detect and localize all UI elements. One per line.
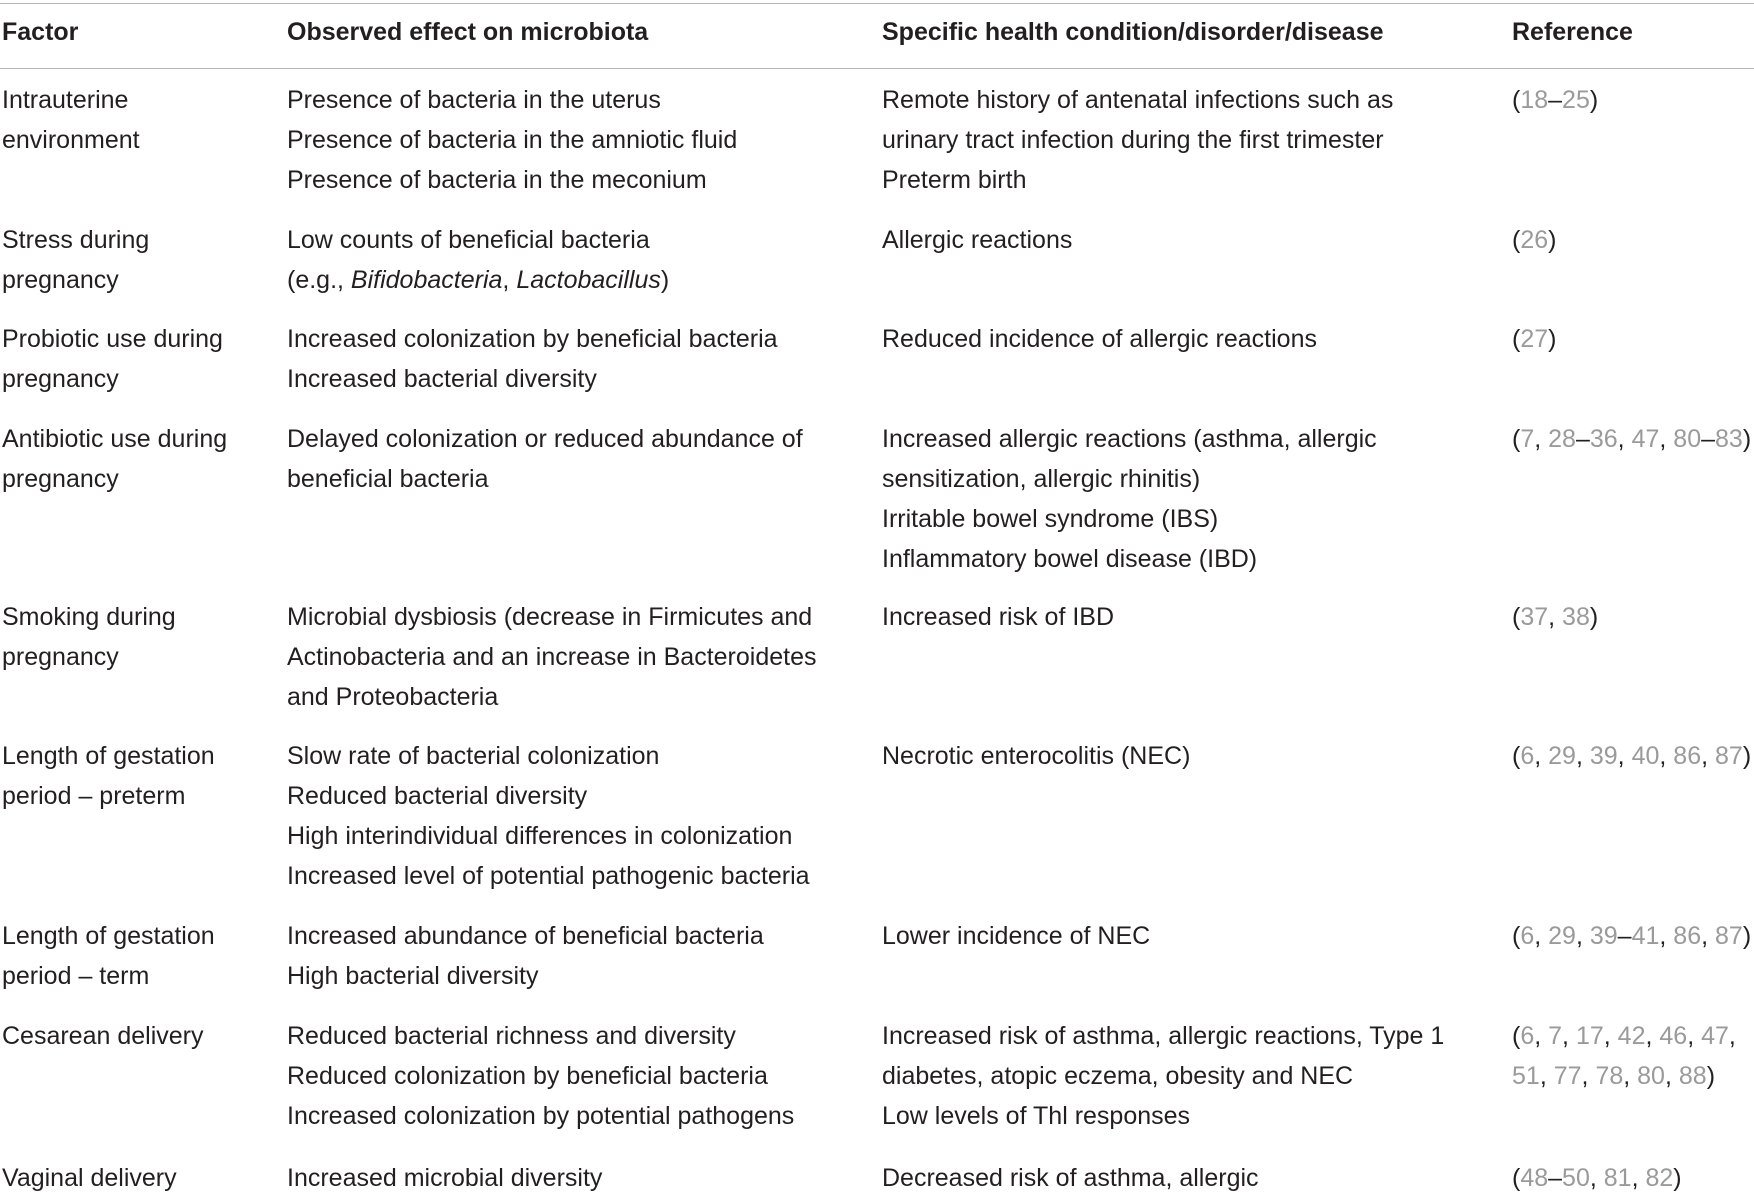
reference-cell (1512, 736, 1751, 776)
reference-line (1512, 916, 1751, 956)
reference-number: 29 (1548, 742, 1576, 770)
reference-number: 51 (1512, 1062, 1540, 1090)
reference-punctuation: – (1548, 1164, 1563, 1192)
effect-cell: Increased colonization by beneficial bacteria Increased bacterial diversity (287, 325, 778, 393)
condition-cell: Necrotic enterocolitis (NEC) (882, 742, 1191, 770)
factor-cell: Stress during pregnancy (2, 226, 150, 294)
reference-number: 88 (1678, 1062, 1707, 1090)
reference-number: 28 (1548, 425, 1576, 453)
reference-punctuation: , (1562, 1022, 1576, 1050)
reference-line (1512, 419, 1751, 459)
reference-number: 47 (1701, 1022, 1729, 1050)
condition-cell: Increased risk of asthma, allergic reactions, Type 1 diabetes, atopic eczema, obesity and NEC Low levels of Thl responses (882, 1022, 1445, 1130)
reference-cell (1512, 419, 1751, 459)
reference-number: 18 (1520, 86, 1549, 114)
reference-punctuation: , (1659, 742, 1674, 770)
reference-punctuation: ( (1512, 742, 1521, 770)
reference-number: 87 (1715, 742, 1743, 770)
reference-line (1512, 319, 1556, 359)
reference-number: 82 (1645, 1164, 1674, 1192)
reference-number: 47 (1631, 425, 1660, 453)
reference-punctuation: , (1631, 1164, 1646, 1192)
effect-cell: Increased abundance of beneficial bacteria High bacterial diversity (287, 922, 764, 990)
reference-cell (1512, 80, 1598, 120)
reference-punctuation: ( (1512, 226, 1521, 254)
reference-number: 6 (1520, 922, 1535, 950)
reference-punctuation: , (1534, 742, 1549, 770)
table-top-rule (0, 3, 1754, 4)
reference-punctuation: – (1701, 425, 1716, 453)
reference-punctuation: , (1623, 1062, 1638, 1090)
reference-number: 86 (1673, 742, 1702, 770)
reference-number: 86 (1673, 922, 1702, 950)
condition-cell: Increased risk of IBD (882, 603, 1115, 631)
reference-punctuation: , (1603, 1022, 1618, 1050)
reference-number: 25 (1562, 86, 1590, 114)
reference-punctuation: , (1575, 922, 1590, 950)
reference-number: 7 (1548, 1022, 1563, 1050)
factor-cell: Length of gestation period – preterm (2, 742, 215, 810)
reference-number: 39 (1589, 742, 1618, 770)
reference-line (1512, 80, 1598, 120)
reference-punctuation: ) (1589, 603, 1599, 631)
factor-cell: Antibiotic use during pregnancy (2, 425, 228, 493)
reference-punctuation: , (1617, 425, 1632, 453)
reference-punctuation: ) (1706, 1062, 1716, 1090)
reference-punctuation: , (1534, 1022, 1549, 1050)
reference-cell (1512, 597, 1598, 637)
reference-number: 37 (1520, 603, 1549, 631)
condition-cell: Increased allergic reactions (asthma, allergic sensitization, allergic rhinitis) Irritable bowel syndrome (IBS) Inflammatory bowel disease (IBD) (882, 425, 1377, 573)
reference-punctuation: , (1659, 425, 1674, 453)
reference-punctuation: ( (1512, 1164, 1521, 1192)
condition-cell: Lower incidence of NEC (882, 922, 1151, 950)
reference-punctuation: ( (1512, 1022, 1521, 1050)
reference-punctuation: ) (1673, 1164, 1682, 1192)
condition-cell: Remote history of antenatal infections such as urinary tract infection during the first trimester Preterm birth (882, 86, 1394, 194)
reference-line (1512, 597, 1598, 637)
reference-punctuation: ( (1512, 425, 1521, 453)
condition-cell: Reduced incidence of allergic reactions (882, 325, 1317, 353)
reference-punctuation: , (1659, 922, 1674, 950)
reference-number: 40 (1631, 742, 1660, 770)
factor-cell: Intrauterine environment (2, 86, 140, 154)
reference-number: 41 (1631, 922, 1660, 950)
reference-punctuation: ( (1512, 325, 1521, 353)
factor-cell: Probiotic use during pregnancy (2, 325, 223, 393)
reference-punctuation: , (1617, 742, 1632, 770)
reference-punctuation: , (1539, 1062, 1554, 1090)
reference-number: 48 (1520, 1164, 1549, 1192)
reference-punctuation: , (1664, 1062, 1679, 1090)
reference-punctuation: , (1728, 1022, 1736, 1050)
reference-number: 39 (1589, 922, 1618, 950)
condition-cell: Allergic reactions (882, 226, 1073, 254)
reference-number: 46 (1659, 1022, 1688, 1050)
factor-cell: Length of gestation period – term (2, 922, 215, 990)
header-bottom-rule (0, 68, 1754, 69)
reference-punctuation: ) (1548, 226, 1557, 254)
reference-number: 6 (1520, 742, 1535, 770)
reference-number: 83 (1715, 425, 1743, 453)
reference-number: 17 (1575, 1022, 1604, 1050)
factor-cell: Cesarean delivery (2, 1022, 204, 1050)
reference-punctuation: ) (1742, 922, 1752, 950)
header-reference: Reference (1512, 18, 1633, 46)
reference-cell (1512, 220, 1556, 260)
effect-cell: Low counts of beneficial bacteria (e.g., Bifidobacteria, Lactobacillus) (287, 226, 670, 294)
reference-punctuation: , (1534, 425, 1549, 453)
reference-line (1512, 1056, 1736, 1096)
reference-number: 81 (1603, 1164, 1632, 1192)
reference-punctuation: , (1701, 742, 1716, 770)
factor-cell: Vaginal delivery (2, 1164, 177, 1192)
effect-cell: Presence of bacteria in the uterus Presence of bacteria in the amniotic fluid Presence of bacteria in the meconium (287, 86, 738, 194)
effect-cell: Delayed colonization or reduced abundance of beneficial bacteria (287, 425, 803, 493)
header-health-condition: Specific health condition/disorder/disease (882, 18, 1384, 46)
reference-cell (1512, 319, 1556, 359)
reference-punctuation: ) (1548, 325, 1557, 353)
reference-cell (1512, 916, 1751, 956)
reference-number: 87 (1715, 922, 1743, 950)
reference-line (1512, 1016, 1736, 1056)
reference-cell (1512, 1016, 1736, 1096)
reference-number: 38 (1562, 603, 1590, 631)
reference-number: 42 (1617, 1022, 1646, 1050)
reference-punctuation: , (1581, 1062, 1596, 1090)
header-observed-effect: Observed effect on microbiota (287, 18, 649, 46)
reference-punctuation: ( (1512, 86, 1521, 114)
condition-cell: Decreased risk of asthma, allergic (882, 1164, 1259, 1192)
reference-number: 6 (1520, 1022, 1535, 1050)
reference-number: 27 (1520, 325, 1549, 353)
reference-punctuation: – (1617, 922, 1632, 950)
reference-punctuation: ( (1512, 922, 1521, 950)
reference-line (1512, 220, 1556, 260)
reference-number: 7 (1520, 425, 1535, 453)
reference-number: 80 (1637, 1062, 1665, 1090)
header-factor: Factor (2, 18, 79, 46)
effect-cell: Slow rate of bacterial colonization Reduced bacterial diversity High interindividual differences in colonization Increased level of potential pathogenic bacteria (287, 742, 810, 890)
reference-line (1512, 736, 1751, 776)
effect-cell: Increased microbial diversity (287, 1164, 603, 1192)
factor-cell: Smoking during pregnancy (2, 603, 176, 671)
reference-number: 26 (1520, 226, 1549, 254)
reference-punctuation: , (1687, 1022, 1702, 1050)
reference-punctuation: – (1575, 425, 1590, 453)
reference-number: 78 (1595, 1062, 1624, 1090)
reference-number: 50 (1562, 1164, 1590, 1192)
reference-punctuation: , (1548, 603, 1563, 631)
reference-number: 77 (1553, 1062, 1582, 1090)
effect-cell: Microbial dysbiosis (decrease in Firmicutes and Actinobacteria and an increase in Bacteroidetes and Proteobacteria (287, 603, 817, 711)
reference-punctuation: ) (1742, 425, 1752, 453)
effect-cell: Reduced bacterial richness and diversity Reduced colonization by beneficial bacteria Increased colonization by potential pathogens (287, 1022, 795, 1130)
reference-cell (1512, 1158, 1682, 1192)
reference-number: 36 (1589, 425, 1618, 453)
reference-line (1512, 1158, 1682, 1192)
reference-punctuation: , (1645, 1022, 1660, 1050)
reference-punctuation: – (1548, 86, 1563, 114)
reference-number: 29 (1548, 922, 1576, 950)
reference-punctuation: ) (1742, 742, 1752, 770)
reference-punctuation: , (1589, 1164, 1604, 1192)
reference-number: 80 (1673, 425, 1702, 453)
reference-punctuation: ( (1512, 603, 1521, 631)
reference-punctuation: , (1575, 742, 1590, 770)
reference-punctuation: ) (1589, 86, 1599, 114)
reference-punctuation: , (1701, 922, 1716, 950)
reference-punctuation: , (1534, 922, 1549, 950)
